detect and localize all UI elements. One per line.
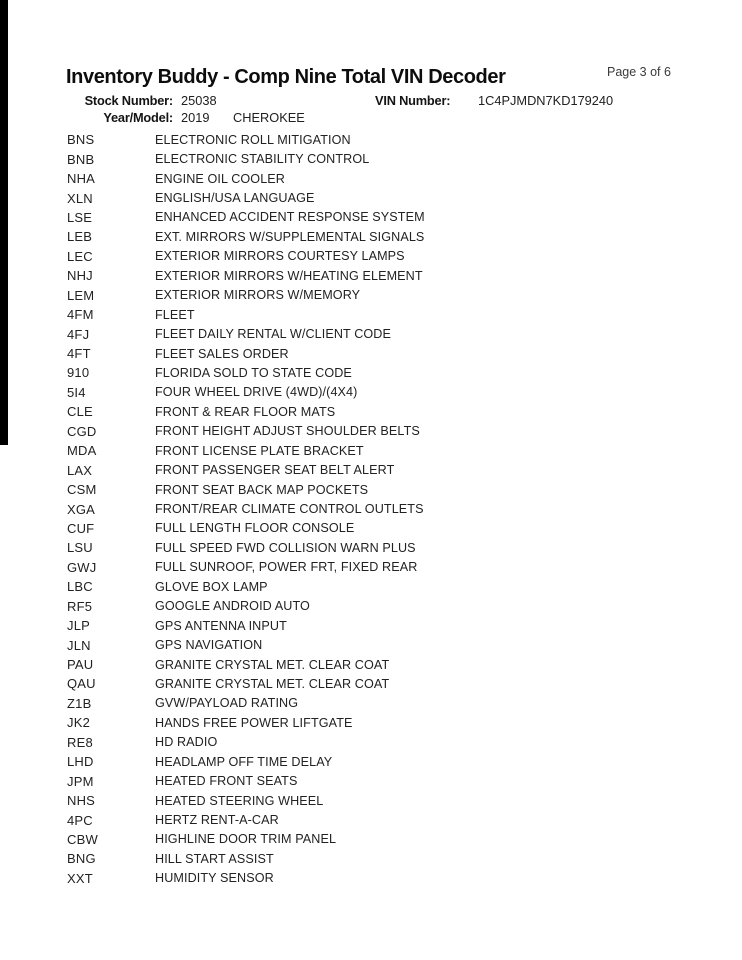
option-code: 910 <box>67 365 90 381</box>
option-code: JLN <box>67 637 91 653</box>
option-code: MDA <box>67 443 97 459</box>
option-description: GLOVE BOX LAMP <box>155 579 268 594</box>
table-row <box>0 499 742 518</box>
option-code: CLE <box>67 404 93 420</box>
table-row <box>0 344 742 363</box>
table-row <box>0 616 742 635</box>
option-code: 4FM <box>67 307 94 323</box>
option-code: LSE <box>67 209 93 225</box>
stock-number-label: Stock Number: <box>84 93 173 108</box>
table-row <box>0 538 742 557</box>
table-row <box>0 635 742 654</box>
table-row <box>0 286 742 305</box>
table-row <box>0 752 742 771</box>
option-description: GVW/PAYLOAD RATING <box>155 696 299 711</box>
table-row <box>0 324 742 343</box>
option-description: GRANITE CRYSTAL MET. CLEAR COAT <box>155 676 390 691</box>
option-description: HUMIDITY SENSOR <box>155 871 274 886</box>
option-description: ELECTRONIC STABILITY CONTROL <box>155 152 370 167</box>
table-row <box>0 441 742 460</box>
table-row <box>0 597 742 616</box>
table-row <box>0 713 742 732</box>
option-description: EXTERIOR MIRRORS W/MEMORY <box>155 288 361 303</box>
option-description: EXTERIOR MIRRORS W/HEATING ELEMENT <box>155 268 423 283</box>
option-description: FLEET SALES ORDER <box>155 346 289 361</box>
option-description: FULL LENGTH FLOOR CONSOLE <box>155 521 355 536</box>
option-description: ENHANCED ACCIDENT RESPONSE SYSTEM <box>155 210 425 225</box>
table-row <box>0 830 742 849</box>
table-row <box>0 130 742 149</box>
option-code: 4FJ <box>67 326 90 342</box>
table-row <box>0 519 742 538</box>
table-row <box>0 460 742 479</box>
table-row <box>0 149 742 168</box>
option-code: RE8 <box>67 734 93 750</box>
option-description: FRONT/REAR CLIMATE CONTROL OUTLETS <box>155 502 424 517</box>
option-description: FRONT SEAT BACK MAP POCKETS <box>155 482 369 497</box>
table-row <box>0 810 742 829</box>
option-description: GPS NAVIGATION <box>155 638 263 653</box>
option-code: CBW <box>67 831 98 847</box>
vin-number-label: VIN Number: <box>375 93 451 108</box>
option-description: HEATED STEERING WHEEL <box>155 793 324 808</box>
option-code: JPM <box>67 773 94 789</box>
option-description: FLEET <box>155 307 195 322</box>
option-code: NHA <box>67 171 96 187</box>
table-row <box>0 363 742 382</box>
option-code: CGD <box>67 423 97 439</box>
table-row <box>0 305 742 324</box>
table-row <box>0 480 742 499</box>
option-code: XXT <box>67 870 93 886</box>
option-code: JK2 <box>67 715 91 731</box>
table-row <box>0 247 742 266</box>
option-description: GPS ANTENNA INPUT <box>155 618 287 633</box>
option-description: HD RADIO <box>155 735 218 750</box>
model-value: CHEROKEE <box>233 110 305 125</box>
option-description: FRONT LICENSE PLATE BRACKET <box>155 443 364 458</box>
option-code: GWJ <box>67 559 97 575</box>
option-description: HEATED FRONT SEATS <box>155 774 298 789</box>
option-code: LAX <box>67 462 93 478</box>
option-code: LEM <box>67 287 95 303</box>
options-table <box>0 130 742 888</box>
option-description: HIGHLINE DOOR TRIM PANEL <box>155 832 337 847</box>
option-code: NHJ <box>67 268 93 284</box>
year-model-label: Year/Model: <box>103 110 173 125</box>
option-code: PAU <box>67 657 94 673</box>
option-description: FLORIDA SOLD TO STATE CODE <box>155 365 352 380</box>
table-row <box>0 674 742 693</box>
option-code: BNG <box>67 851 96 867</box>
table-row <box>0 169 742 188</box>
vin-number-value: 1C4PJMDN7KD179240 <box>478 93 614 108</box>
option-description: FLEET DAILY RENTAL W/CLIENT CODE <box>155 327 392 342</box>
option-code: 4FT <box>67 346 91 362</box>
option-description: FULL SUNROOF, POWER FRT, FIXED REAR <box>155 560 418 575</box>
option-description: ENGINE OIL COOLER <box>155 171 285 186</box>
table-row <box>0 577 742 596</box>
option-description: HANDS FREE POWER LIFTGATE <box>155 715 353 730</box>
page-number-indicator: Page 3 of 6 <box>607 65 671 79</box>
option-description: FOUR WHEEL DRIVE (4WD)/(4X4) <box>155 385 358 400</box>
option-code: LEC <box>67 248 93 264</box>
table-row <box>0 208 742 227</box>
page-title: Inventory Buddy - Comp Nine Total VIN Decoder <box>66 66 506 88</box>
option-code: 5I4 <box>67 384 86 400</box>
option-code: NHS <box>67 793 96 809</box>
option-description: FULL SPEED FWD COLLISION WARN PLUS <box>155 540 416 555</box>
option-code: JLP <box>67 618 91 634</box>
table-row <box>0 771 742 790</box>
table-row <box>0 227 742 246</box>
option-code: 4PC <box>67 812 93 828</box>
option-code: Z1B <box>67 695 92 711</box>
option-code: LSU <box>67 540 93 556</box>
option-code: LBC <box>67 579 93 595</box>
option-description: FRONT & REAR FLOOR MATS <box>155 404 336 419</box>
table-row <box>0 655 742 674</box>
table-row <box>0 402 742 421</box>
table-row <box>0 733 742 752</box>
option-description: EXT. MIRRORS W/SUPPLEMENTAL SIGNALS <box>155 229 425 244</box>
option-description: HERTZ RENT-A-CAR <box>155 813 279 828</box>
table-row <box>0 791 742 810</box>
option-code: CUF <box>67 520 95 536</box>
stock-number-value: 25038 <box>181 93 217 108</box>
option-description: EXTERIOR MIRRORS COURTESY LAMPS <box>155 249 405 264</box>
option-code: XLN <box>67 190 93 206</box>
table-row <box>0 188 742 207</box>
table-row <box>0 869 742 888</box>
option-description: HEADLAMP OFF TIME DELAY <box>155 754 333 769</box>
option-code: XGA <box>67 501 96 517</box>
option-description: GOOGLE ANDROID AUTO <box>155 599 310 614</box>
option-description: HILL START ASSIST <box>155 851 274 866</box>
option-description: ENGLISH/USA LANGUAGE <box>155 191 315 206</box>
table-row <box>0 558 742 577</box>
option-description: GRANITE CRYSTAL MET. CLEAR COAT <box>155 657 390 672</box>
option-description: FRONT HEIGHT ADJUST SHOULDER BELTS <box>155 424 420 439</box>
option-code: LEB <box>67 229 93 245</box>
table-row <box>0 694 742 713</box>
option-code: BNB <box>67 151 95 167</box>
option-code: CSM <box>67 482 97 498</box>
option-code: RF5 <box>67 598 93 614</box>
option-description: ELECTRONIC ROLL MITIGATION <box>155 132 351 147</box>
table-row <box>0 422 742 441</box>
option-description: FRONT PASSENGER SEAT BELT ALERT <box>155 463 395 478</box>
year-value: 2019 <box>181 110 210 125</box>
table-row <box>0 266 742 285</box>
table-row <box>0 849 742 868</box>
option-code: QAU <box>67 676 96 692</box>
table-row <box>0 383 742 402</box>
option-code: BNS <box>67 132 95 148</box>
option-code: LHD <box>67 754 94 770</box>
